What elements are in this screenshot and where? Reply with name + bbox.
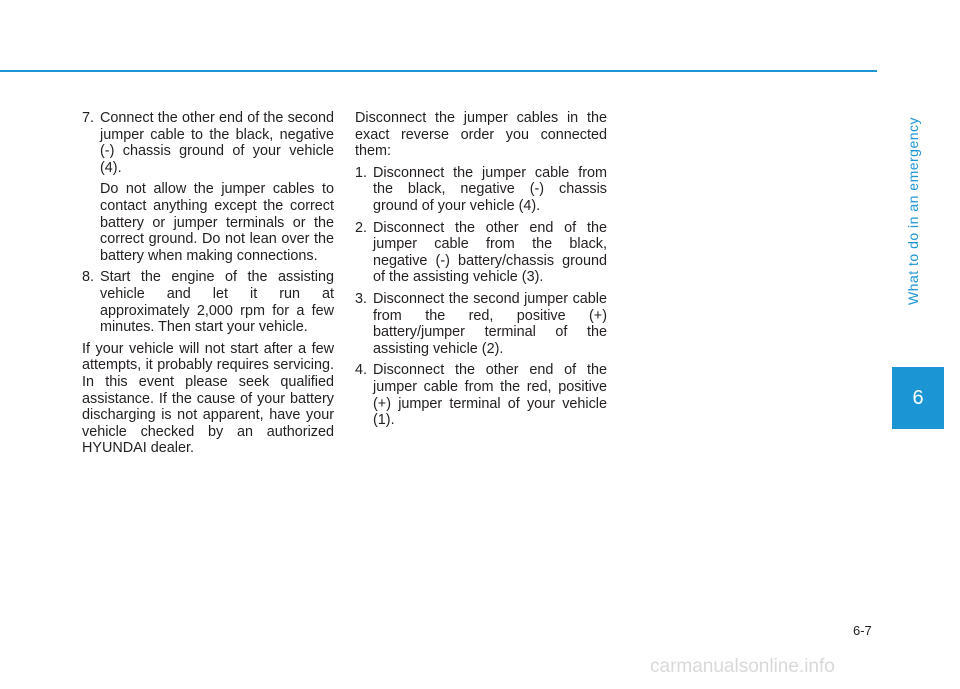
list-number: 3.	[355, 290, 368, 307]
list-item-7	[82, 110, 334, 264]
list-item-body	[373, 220, 607, 286]
list-number: 4.	[355, 362, 368, 379]
chapter-number: 6	[912, 386, 924, 409]
step-8-text: Start the engine of the assisting vehicle and let it run at approximately 2,000 rpm for a few minutes. Then start your vehicle.	[100, 269, 334, 336]
section-title-text: What to do in an emergency	[905, 116, 922, 306]
list-number: 1.	[355, 164, 368, 181]
list-number: 2.	[355, 219, 368, 236]
step-1-text: Disconnect the jumper cable from the black, negative (-) chassis ground of your vehicle (4).	[373, 164, 607, 214]
left-column	[82, 110, 334, 462]
list-item-body	[100, 110, 334, 264]
step-7-text: Connect the other end of the second jumper cable to the black, negative (-) chassis ground of your vehicle (4).	[100, 110, 334, 176]
list-item-4	[355, 362, 607, 428]
list-item-body	[373, 362, 607, 428]
step-2-text: Disconnect the other end of the jumper cable from the black, negative (-) battery/chassis ground of the assisting vehicle (3).	[373, 219, 607, 286]
list-item-body	[373, 291, 607, 357]
service-note-paragraph: If your vehicle will not start after a few attempts, it probably requires servicing. In this event please seek qualified assistance. If the cause of your battery discharging is not apparent, have your vehicle checked by an authorized HYUNDAI dealer.	[82, 340, 334, 457]
list-number: 7.	[82, 110, 95, 126]
right-column	[355, 110, 607, 434]
step-7-caution-text: Do not allow the jumper cables to contact anything except the correct battery or jumper terminals or the correct ground. Do not lean over the battery when making connections.	[100, 181, 334, 264]
page-number: 6-7	[853, 623, 872, 638]
list-item-8	[82, 269, 334, 335]
list-number: 8.	[82, 269, 95, 286]
watermark-text: carmanualsonline.info	[650, 656, 835, 677]
header-rule	[0, 70, 877, 72]
disconnect-intro-paragraph: Disconnect the jumper cables in the exact reverse order you connected them:	[355, 110, 607, 160]
step-3-text: Disconnect the second jumper cable from the red, positive (+) battery/jumper terminal of the assisting vehicle (2).	[373, 290, 607, 357]
list-item-body	[100, 269, 334, 335]
list-item-body	[373, 165, 607, 215]
list-item-2	[355, 220, 607, 286]
list-item-3	[355, 291, 607, 357]
chapter-tab	[892, 367, 944, 429]
step-4-text: Disconnect the other end of the jumper cable from the red, positive (+) jumper terminal of your vehicle (1).	[373, 362, 607, 429]
list-item-1	[355, 165, 607, 215]
section-title-vertical	[893, 56, 933, 366]
